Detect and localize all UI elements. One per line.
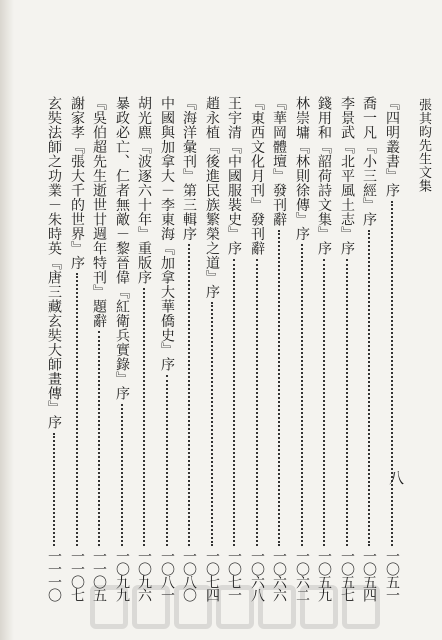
- toc-entry-page: 一一一〇: [46, 549, 62, 601]
- toc-entry-page: 一〇九九: [114, 549, 130, 601]
- toc-entry-page: 一〇五九: [316, 549, 332, 601]
- toc-entry-title: 『東西文化月刊』發刊辭: [249, 96, 265, 256]
- toc-entry: [158, 96, 176, 601]
- toc-entry: [180, 96, 198, 601]
- toc-entry-page: 一一〇五: [91, 549, 107, 601]
- toc-entry-title: 胡光麃『波逐六十年』重版序: [136, 96, 152, 285]
- toc-entry-page: 一一〇七: [69, 549, 85, 601]
- dot-leader: [233, 259, 235, 547]
- toc-entry-title: 中國與加拿大－李東海『加拿大華僑史』序: [159, 96, 175, 372]
- toc-entry-title: 錢用和『韶荷詩文集』序: [316, 96, 332, 256]
- dot-leader: [391, 201, 393, 547]
- toc-entry-title: 暴政必亡、仁者無敵－黎晉偉『紅衛兵實錄』序: [114, 96, 130, 401]
- toc-entry-page: 一〇七一: [226, 549, 242, 601]
- dot-leader: [278, 230, 280, 547]
- toc-entry-title: 『四明叢書』序: [384, 96, 400, 198]
- dot-leader: [211, 302, 213, 546]
- toc-entry-page: 一〇五一: [384, 549, 400, 601]
- toc-entry-title: 『華岡體壇』發刊辭: [271, 96, 287, 227]
- toc-entry: [270, 96, 288, 601]
- toc-entry-page: 一〇八〇: [181, 549, 197, 601]
- toc-entry-title: 王宇清『中國服裝史』序: [226, 96, 242, 256]
- toc-entry-title: 喬一凡『小三經』序: [361, 96, 377, 227]
- toc-entry: [203, 96, 221, 601]
- toc-entry: [383, 96, 401, 601]
- dot-leader: [76, 273, 78, 546]
- dot-leader: [346, 259, 348, 547]
- toc-entry-page: 一〇七四: [204, 549, 220, 601]
- toc-entry-page: 一〇六八: [249, 549, 265, 601]
- running-title: 張其昀先生文集: [416, 98, 431, 193]
- toc-entry: [338, 96, 356, 601]
- toc-entry: [315, 96, 333, 601]
- dot-leader: [368, 230, 370, 547]
- toc-entry: [225, 96, 243, 601]
- toc-entry: [360, 96, 378, 601]
- dot-leader: [143, 288, 145, 547]
- toc-entry-title: 林崇墉『林則徐傳』序: [294, 96, 310, 241]
- toc-entry-page: 一〇八一: [159, 549, 175, 601]
- toc-entry-title: 『海洋彙刊』第三輯序: [181, 96, 197, 241]
- toc-entry-title: 謝家孝『張大千的世界』序: [69, 96, 85, 270]
- dot-leader: [166, 375, 168, 547]
- page-number: 八: [387, 470, 405, 485]
- toc-entry: [293, 96, 311, 601]
- toc-entry-page: 一〇六六: [271, 549, 287, 601]
- toc-entry: [68, 96, 86, 601]
- dot-leader: [121, 404, 123, 547]
- toc-entry-page: 一〇六二: [294, 549, 310, 601]
- dot-leader: [256, 259, 258, 547]
- dot-leader: [188, 244, 190, 546]
- toc-entry-page: 一〇九六: [136, 549, 152, 601]
- toc-entry-page: 一〇五七: [339, 549, 355, 601]
- dot-leader: [53, 433, 55, 547]
- dot-leader: [301, 244, 303, 546]
- toc-entry: [248, 96, 266, 601]
- toc-entry: [135, 96, 153, 601]
- toc-entry-page: 一〇五四: [361, 549, 377, 601]
- page-gutter: [0, 0, 14, 640]
- toc-entry-title: 『吳伯超先生逝世廿週年特刊』題辭: [91, 96, 107, 328]
- dot-leader: [323, 259, 325, 547]
- toc-entry-title: 玄奘法師之功業－朱時英『唐三藏玄奘大師畫傳』序: [46, 96, 62, 430]
- dot-leader: [98, 331, 100, 546]
- toc-entry-title: 趙永植『後進民族繁榮之道』序: [204, 96, 220, 299]
- toc-entry-title: 李景武『北平風土志』序: [339, 96, 355, 256]
- watermark-stamp: [90, 585, 380, 625]
- toc-entry: [90, 96, 108, 601]
- toc-entry: [113, 96, 131, 601]
- toc-entry: [45, 96, 63, 601]
